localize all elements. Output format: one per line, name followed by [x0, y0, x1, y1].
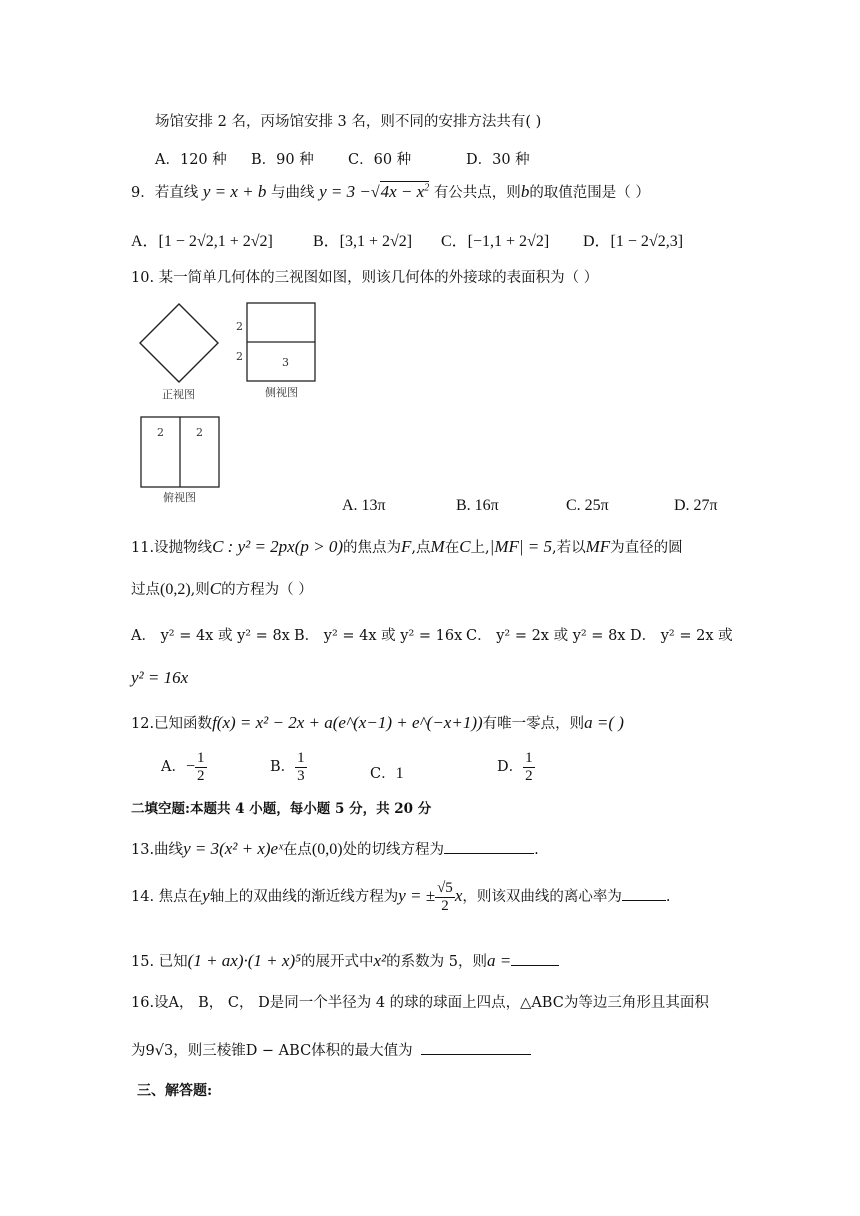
- q14-eq-a: y = ±: [398, 886, 436, 905]
- q9-option-c: C．[−1,1 + 2√2]: [441, 233, 550, 250]
- q11-l1b: 的焦点为: [343, 540, 402, 556]
- q11-option-a: A． y² = 4x 或 y² = 8x: [131, 628, 290, 644]
- q11-l1c: ,点: [411, 540, 431, 556]
- q12-a-eq: a =( ): [584, 713, 624, 732]
- q11-l1d: 在: [444, 540, 460, 556]
- q10-option-c: C. 25π: [566, 497, 609, 514]
- q15-stem: [131, 951, 559, 971]
- q11-F: F: [401, 537, 412, 556]
- q10-side-dim-3: 3: [282, 356, 289, 369]
- q12-prefix: 12.已知函数: [131, 716, 213, 732]
- q11-l2a: 过点: [131, 582, 160, 598]
- q13-point: (0,0): [311, 841, 343, 858]
- q11-l1a: 11.设抛物线: [131, 540, 213, 556]
- q12-opt-d-den: 2: [525, 767, 533, 784]
- q10-side-view: [232, 300, 318, 384]
- q11-C: C: [459, 537, 471, 556]
- q13-tail: 处的切线方程为: [342, 842, 445, 858]
- q14-answer-blank[interactable]: [622, 886, 666, 901]
- q15-mid: 的展开式中: [301, 954, 374, 970]
- q9-curve-exp: 2: [424, 182, 430, 194]
- q8-option-d: D．30 种: [466, 152, 530, 168]
- q12-opt-c-label: C．: [370, 766, 396, 782]
- q12-opt-b-den: 3: [297, 767, 305, 784]
- q8-option-c: C．60 种: [348, 152, 412, 168]
- q16-line-2: [131, 1040, 531, 1060]
- q12-option-b: [270, 750, 307, 784]
- q14-frac-num: √5: [437, 880, 453, 896]
- q9-prefix: 9．若直线: [131, 185, 199, 201]
- q12-option-d: [497, 750, 535, 784]
- q11-mf-eq: |MF| = 5: [489, 537, 553, 556]
- q8-option-a: A．120 种: [155, 152, 227, 168]
- q16-line-2-text: 为9√3，则三棱锥D − ABC体积的最大值为: [131, 1043, 413, 1059]
- q10-top-view: [138, 414, 222, 490]
- q10-side-dim-2: 2: [236, 350, 243, 363]
- q13-stem: [131, 839, 539, 859]
- q9-option-a: A．[1 − 2√2,1 + 2√2]: [131, 233, 273, 250]
- q12-opt-c-value: 1: [395, 765, 404, 782]
- q9-tail-a: 有公共点，则: [433, 185, 521, 201]
- section-2-heading: 二填空题:本题共 4 小题，每小题 5 分，共 20 分: [131, 801, 432, 817]
- q13-prefix: 13.曲线: [131, 842, 184, 858]
- q11-M: M: [430, 537, 445, 556]
- q9-option-d: D．[1 − 2√2,3]: [583, 233, 684, 250]
- q10-option-a: A. 13π: [342, 497, 386, 514]
- q12-opt-a-label: A．: [161, 759, 186, 775]
- q8-stem-tail: 场馆安排 2 名，丙场馆安排 3 名，则不同的安排方法共有( ): [155, 114, 542, 130]
- q10-option-d: D. 27π: [674, 497, 718, 514]
- q12-opt-b-num: 1: [297, 750, 305, 766]
- q12-function: f(x) = x² − 2x + a(e^(x−1) + e^(−x+1)): [212, 713, 483, 732]
- q10-front-view: [138, 302, 220, 384]
- q9-stem: 9．若直线 y = x + b 与曲线 $y = 3 -√4x - x^2$ 有公共点，则b的取值范围是（ ）: [131, 182, 650, 201]
- q12-opt-a-sign: −: [185, 758, 196, 775]
- q15-x2: x²: [373, 951, 387, 970]
- q11-l2c: 的方程为（ ）: [221, 582, 313, 598]
- q14-stem: [131, 880, 670, 914]
- q11-line-1: [131, 537, 683, 557]
- q12-option-c: [370, 762, 404, 783]
- q13-answer-blank[interactable]: [444, 839, 534, 854]
- q14-frac-den: 2: [441, 897, 449, 914]
- q11-l1g: 为直径的圆: [610, 540, 683, 556]
- q12-stem: [131, 713, 624, 733]
- q11-l2b: ,则: [190, 582, 210, 598]
- section-3-heading: 三、解答题:: [137, 1083, 213, 1099]
- q11-l1f: ,若以: [552, 540, 586, 556]
- q12-opt-b-label: B．: [270, 759, 296, 775]
- q9-curve-sqrt: 4x − x: [380, 182, 425, 201]
- q13-end: .: [534, 842, 539, 858]
- q10-side-label: 侧视图: [265, 386, 298, 399]
- q9-option-b: B．[3,1 + 2√2]: [313, 233, 413, 250]
- q11-C2: C: [209, 579, 222, 598]
- q13-mid: 在点: [282, 842, 312, 858]
- q12-opt-a-num: 1: [197, 750, 205, 766]
- q11-l1e: 上,: [470, 540, 490, 556]
- q14-prefix: 14. 焦点在: [131, 889, 203, 905]
- q9-line-eq: y = x + b: [202, 182, 267, 201]
- q10-top-dim-2: 2: [196, 426, 203, 439]
- q10-front-label: 正视图: [162, 388, 195, 401]
- q12-opt-d-num: 1: [525, 750, 533, 766]
- q14-tail: ，则该双曲线的离心率为: [462, 889, 622, 905]
- q14-y: y: [202, 886, 210, 905]
- q9-var-b: b: [520, 182, 530, 201]
- q15-tail: 的系数为 5，则: [386, 954, 488, 970]
- q11-line-2: [131, 579, 313, 599]
- q12-tail: 有唯一零点，则: [482, 716, 585, 732]
- q10-top-dim-1: 2: [157, 426, 164, 439]
- q9-curve-a: y = 3 −: [319, 182, 371, 201]
- q11-option-d-cont: y² = 16x: [131, 668, 189, 687]
- q16-answer-blank[interactable]: [421, 1040, 531, 1055]
- q15-prefix: 15. 已知: [131, 954, 188, 970]
- q11-parabola-eq: C : y² = 2px(p > 0): [212, 537, 344, 556]
- q15-a-eq: a =: [487, 951, 512, 970]
- q15-expr: (1 + ax)·(1 + x)⁵: [187, 951, 302, 970]
- q10-top-label: 俯视图: [163, 491, 196, 504]
- q14-eq-b: x: [454, 886, 463, 905]
- q11-option-c: C． y² = 2x 或 y² = 8x: [466, 628, 626, 644]
- q10-stem: 10. 某一简单几何体的三视图如图，则该几何体的外接球的表面积为（ ）: [131, 270, 599, 286]
- q16-line-1: 16.设A， B， C， D是同一个半径为 4 的球的球面上四点，△ABC为等边三角形且其面积: [131, 995, 709, 1011]
- q8-option-b: B．90 种: [251, 152, 314, 168]
- q10-option-b: B. 16π: [456, 497, 499, 514]
- q10-side-dim-1: 2: [236, 320, 243, 333]
- q11-option-b: B． y² = 4x 或 y² = 16x: [294, 628, 463, 644]
- q15-answer-blank[interactable]: [511, 951, 559, 966]
- q11-point: (0,2): [160, 581, 191, 598]
- q14-end: .: [665, 889, 671, 905]
- q14-mid: 轴上的双曲线的渐近线方程为: [209, 889, 399, 905]
- q9-tail-b: 的取值范围是（ ）: [529, 185, 650, 201]
- q12-option-a: [161, 750, 207, 784]
- q12-opt-a-den: 2: [197, 767, 205, 784]
- q11-option-d: D． y² = 2x 或: [630, 628, 733, 644]
- q9-mid: 与曲线: [271, 185, 315, 201]
- q11-MF: MF: [585, 537, 611, 556]
- q13-eq: y = 3(x² + x)eˣ: [183, 839, 283, 858]
- q12-opt-d-label: D．: [497, 759, 524, 775]
